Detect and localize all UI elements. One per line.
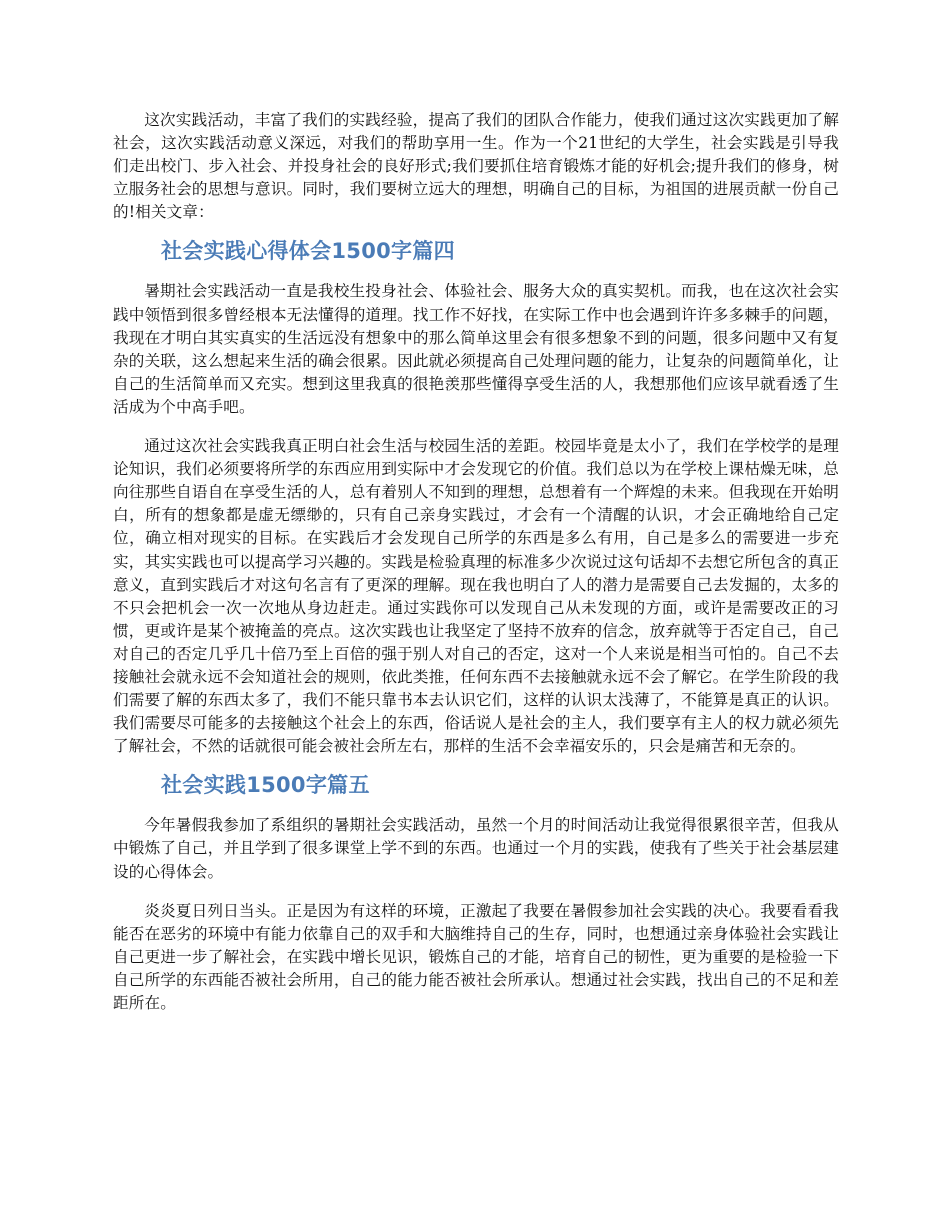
section-5-paragraph-1: 今年暑假我参加了系组织的暑期社会实践活动，虽然一个月的时间活动让我觉得很累很辛苦，但我从中锻炼了自己，并且学到了很多课堂上学不到的东西。也通过一个月的实践，使我有了些关于社会基层建设的心得体会。 bbox=[113, 816, 839, 881]
section-4-heading: 社会实践心得体会1500字篇四 bbox=[161, 239, 455, 264]
section-4-paragraph-1: 暑期社会实践活动一直是我校生投身社会、体验社会、服务大众的真实契机。而我，也在这次社会实践中领悟到很多曾经根本无法懂得的道理。找工作不好找，在实际工作中也会遇到许许多多棘手的问题，我现在才明白其实真实的生活远没有想象中的那么简单这里会有很多想象不到的问题，很多问题中又有复杂的关联，这么想起来生活的确会很累。因此就必须提高自己处理问题的能力，让复杂的问题简单化，让自己的生活简单而又充实。想到这里我真的很艳羡那些懂得享受生活的人，我想那他们应该早就看透了生活成为个中高手吧。 bbox=[113, 282, 839, 416]
paragraph-spacer bbox=[113, 884, 839, 900]
paragraph-spacer bbox=[113, 419, 839, 435]
document-body bbox=[113, 109, 839, 1015]
intro-paragraph: 这次实践活动，丰富了我们的实践经验，提高了我们的团队合作能力，使我们通过这次实践更加了解社会，这次实践活动意义深远，对我们的帮助享用一生。作为一个21世纪的大学生，社会实践是引导我们走出校门、步入社会、并投身社会的良好形式;我们要抓住培育锻炼才能的好机会;提升我们的修身，树立服务社会的思想与意识。同时，我们要树立远大的理想，明确自己的目标，为祖国的进展贡献一份自己的!相关文章： bbox=[113, 111, 839, 222]
section-5-heading: 社会实践1500字篇五 bbox=[161, 773, 370, 798]
section-5-paragraph-2: 炎炎夏日列日当头。正是因为有这样的环境，正激起了我要在暑假参加社会实践的决心。我要看看我能否在恶劣的环境中有能力依靠自己的双手和大脑维持自己的生存，同时，也想通过亲身体验社会实践让自己更进一步了解社会，在实践中增长见识，锻炼自己的才能，培育自己的韧性，更为重要的是检验一下自己所学的东西能否被社会所用，自己的能力能否被社会所承认。想通过社会实践，找出自己的不足和差距所在。 bbox=[113, 901, 839, 1012]
section-4-paragraph-2: 通过这次社会实践我真正明白社会生活与校园生活的差距。校园毕竟是太小了，我们在学校学的是理论知识，我们必须要将所学的东西应用到实际中才会发现它的价值。我们总以为在学校上课枯燥无味，总向往那些自语自在享受生活的人，总有着别人不知到的理想，总想着有一个辉煌的未来。但我现在开始明白，所有的想象都是虚无缥缈的，只有自己亲身实践过，才会有一个清醒的认识，才会正确地给自己定位，确立相对现实的目标。在实践后才会发现自己所学的东西是多么有用，自己是多么的需要进一步充实，其实实践也可以提高学习兴趣的。实践是检验真理的标准多少次说过这句话却不去想它所包含的真正意义，直到实践后才对这句名言有了更深的理解。现在我也明白了人的潜力是需要自己去发掘的，太多的不只会把机会一次一次地从身边赶走。通过实践你可以发现自己从未发现的方面，或许是需要改正的习惯，更或许是某个被掩盖的亮点。这次实践也让我坚定了坚持不放弃的信念，放弃就等于否定自己，自己对自己的否定几乎几十倍乃至上百倍的强于别人对自己的否定，这对一个人来说是相当可怕的。自己不去接触社会就永远不会知道社会的规则，依此类推，任何东西不去接触就永远不会了解它。在学生阶段的我们需要了解的东西太多了，我们不能只靠书本去认识它们，这样的认识太浅薄了，不能算是真正的认识。我们需要尽可能多的去接触这个社会上的东西，俗话说人是社会的主人，我们要享有主人的权力就必须先了解社会，不然的话就很可能会被社会所左右，那样的生活不会幸福安乐的，只会是痛苦和无奈的。 bbox=[113, 437, 839, 756]
